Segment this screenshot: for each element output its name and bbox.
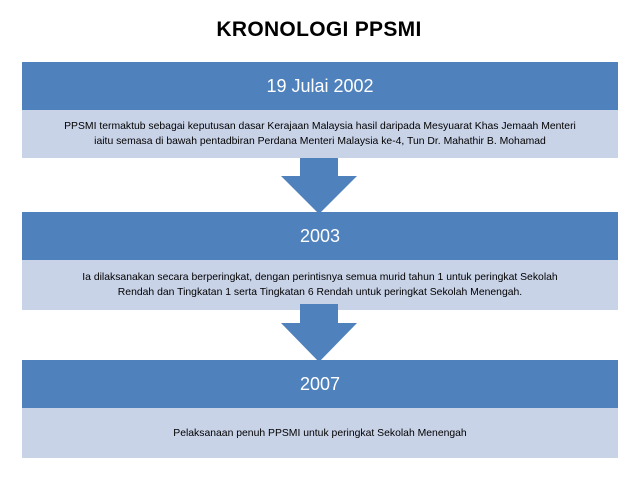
step-3-description (22, 408, 618, 458)
step-1-description (22, 110, 618, 158)
page-title: KRONOLOGI PPSMI (216, 18, 422, 41)
step-2-text-line-1: Ia dilaksanakan secara berperingkat, dengan perintisnya semua murid tahun 1 untuk peringkat Sekolah (82, 272, 558, 283)
timeline-step-2 (22, 212, 618, 310)
down-arrow-icon (281, 158, 357, 214)
step-1-text-line-1: PPSMI termaktub sebagai keputusan dasar Kerajaan Malaysia hasil daripada Mesyuarat Khas Jemaah Menteri (64, 121, 576, 132)
down-arrow-icon (281, 304, 357, 362)
timeline-step-1 (22, 62, 618, 158)
step-2-text-line-2: Rendah dan Tingkatan 1 serta Tingkatan 6 Rendah untuk peringkat Sekolah Menengah. (117, 287, 523, 298)
step-3-date: 2007 (22, 360, 618, 408)
step-3-text-line-1: Pelaksanaan penuh PPSMI untuk peringkat Sekolah Menengah (173, 427, 467, 439)
step-2-date: 2003 (22, 212, 618, 260)
step-1-date: 19 Julai 2002 (22, 62, 618, 110)
step-1-text-line-2: iaitu semasa di bawah pentadbiran Perdana Menteri Malaysia ke-4, Tun Dr. Mahathir B. Mohamad (94, 136, 546, 147)
step-2-description (22, 260, 618, 310)
timeline-step-3 (22, 360, 618, 458)
